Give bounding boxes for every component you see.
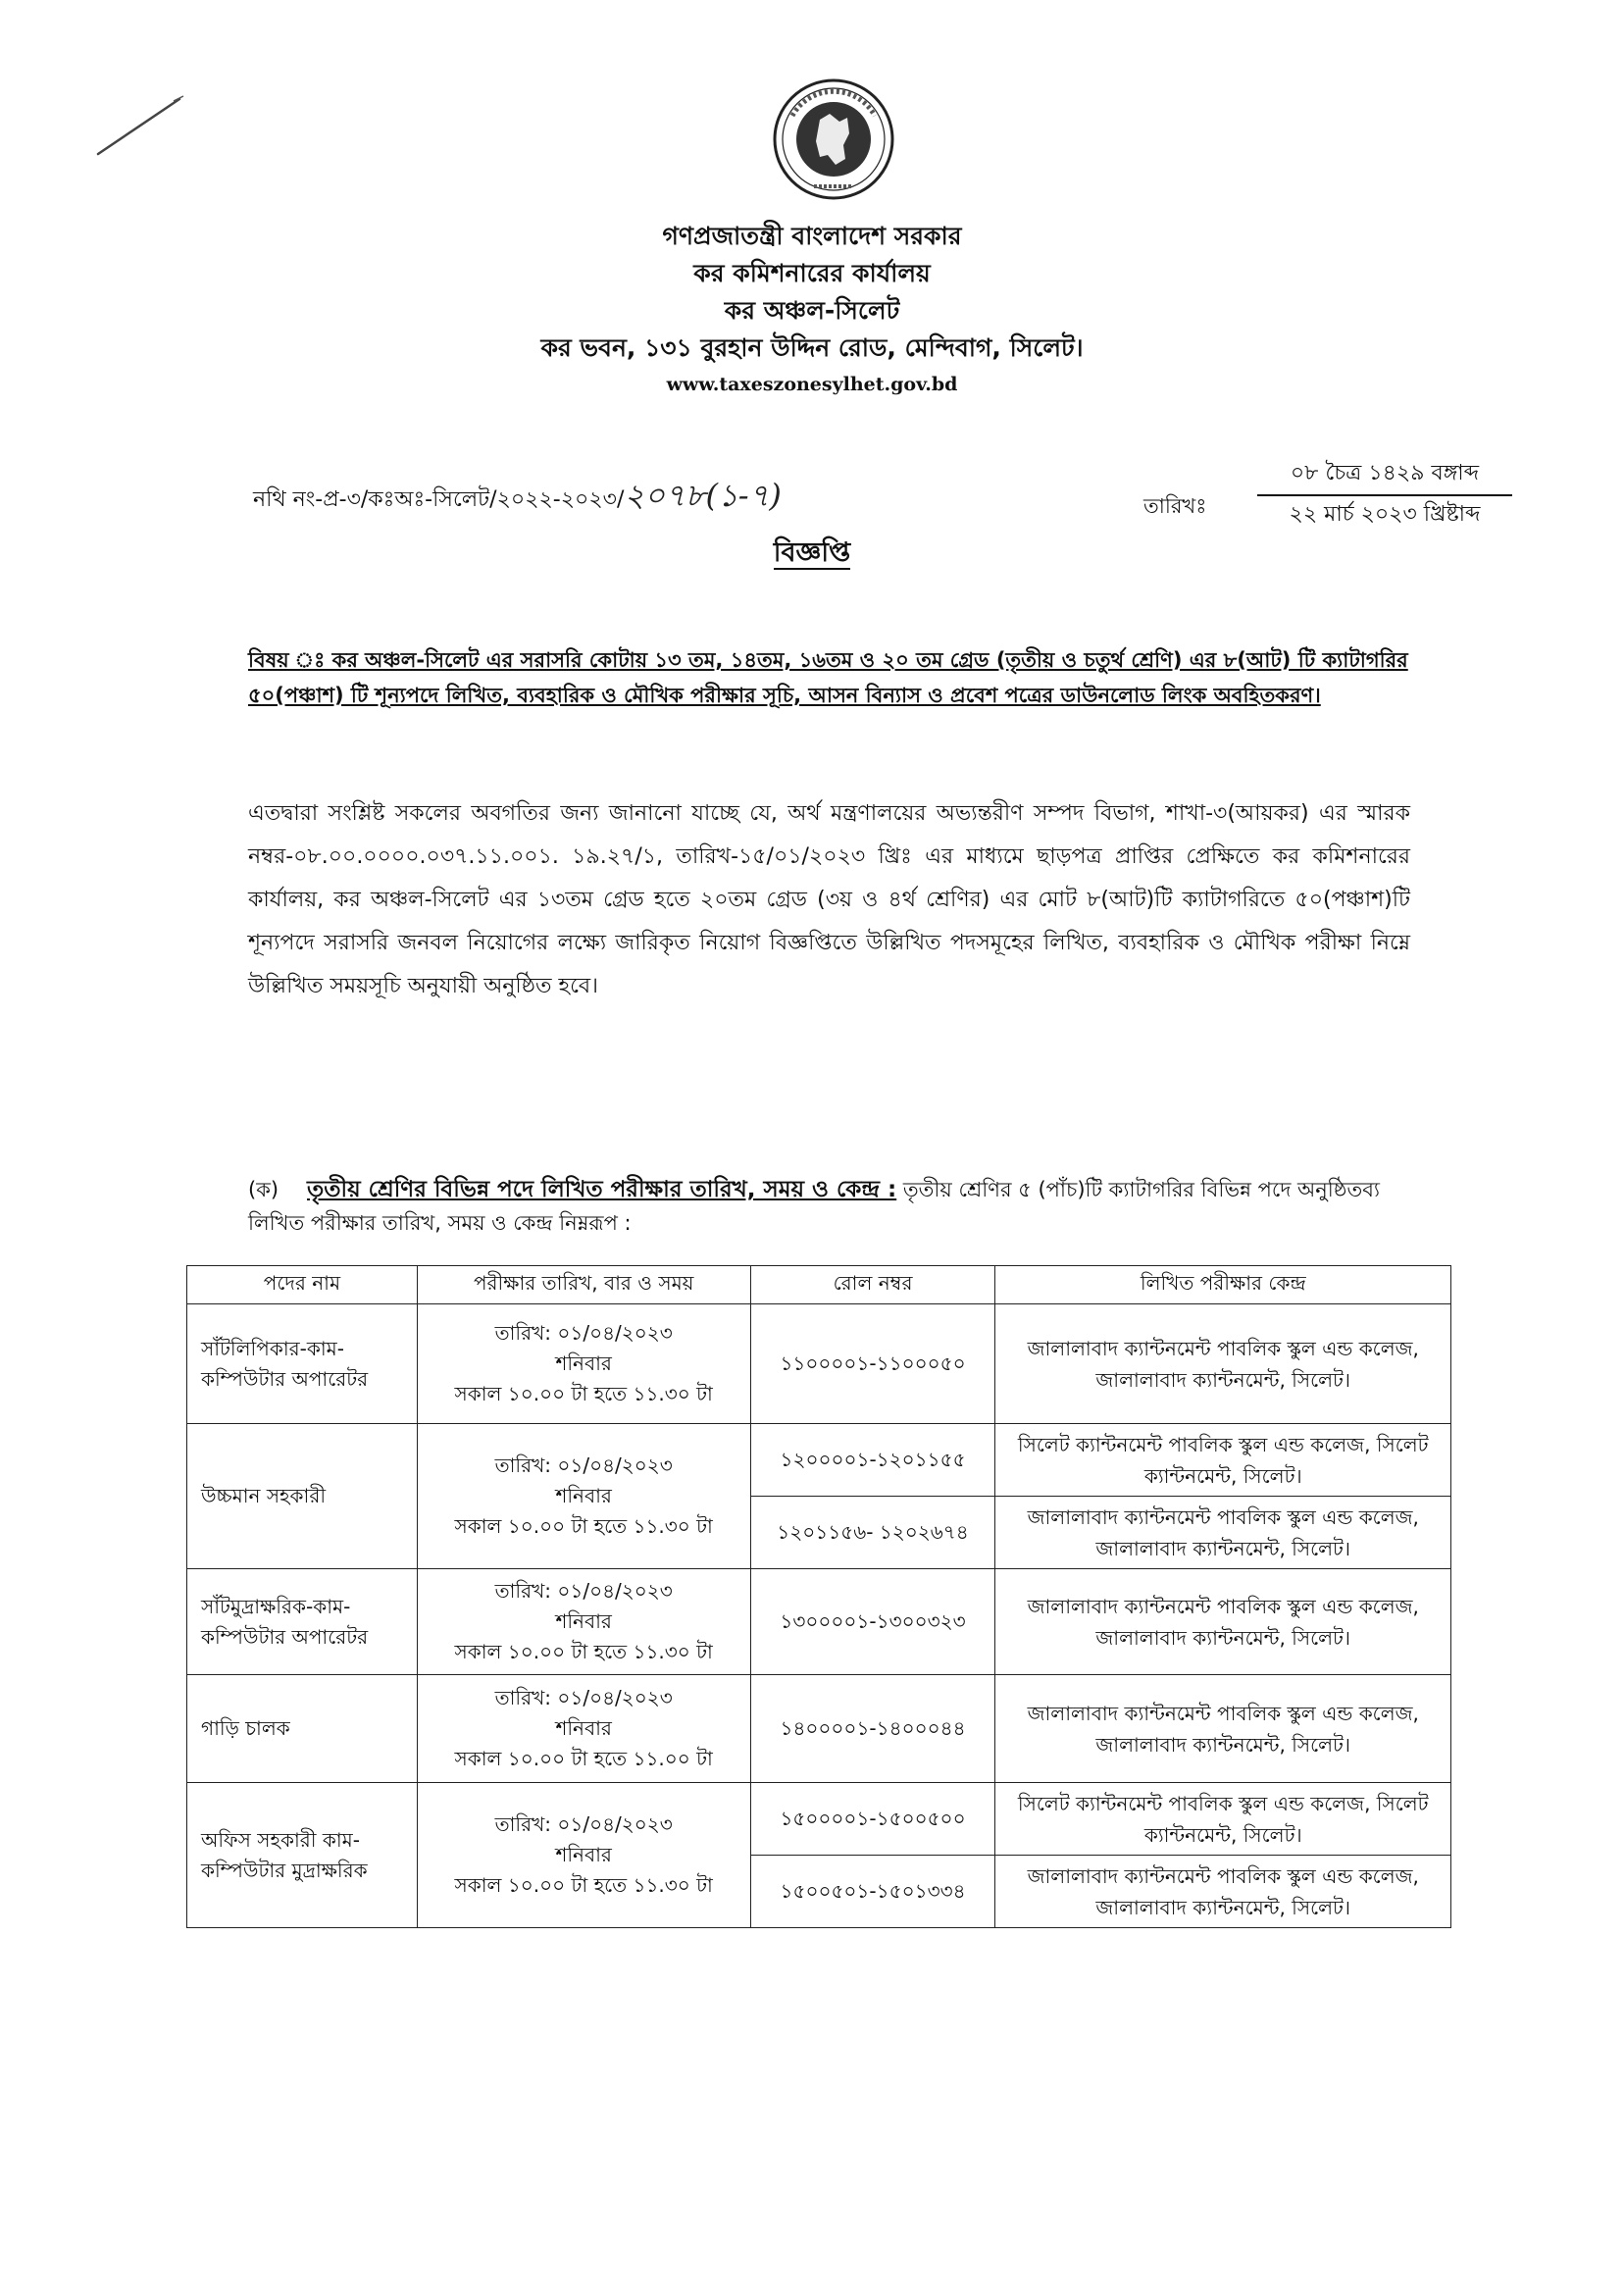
- post-name: উচ্চমান সহকারী: [187, 1424, 418, 1569]
- roll-range: ১৩০০০০১-১৩০০৩২৩: [750, 1569, 995, 1675]
- header-post: পদের নাম: [187, 1266, 418, 1304]
- roll-range: ১৫০০৫০১-১৫০১৩৩৪: [750, 1856, 995, 1928]
- post-name: অফিস সহকারী কাম-কম্পিউটার মুদ্রাক্ষরিক: [187, 1783, 418, 1928]
- exam-time: সকাল ১০.০০ টা হতে ১১.৩০ টা: [454, 1640, 713, 1663]
- table-row: [187, 1675, 1451, 1783]
- exam-datetime: [417, 1783, 750, 1928]
- section-label: (ক): [248, 1178, 279, 1201]
- exam-time: সকাল ১০.০০ টা হতে ১১.০০ টা: [454, 1747, 713, 1770]
- exam-center: জালালাবাদ ক্যান্টনমেন্ট পাবলিক স্কুল এন্ড কলেজ, জালালাবাদ ক্যান্টনমেন্ট, সিলেট।: [995, 1569, 1451, 1675]
- date-block: [1257, 457, 1512, 534]
- header-center: লিখিত পরীক্ষার কেন্দ্র: [995, 1266, 1451, 1304]
- post-name: সাঁটলিপিকার-কাম-কম্পিউটার অপারেটর: [187, 1304, 418, 1424]
- exam-time: সকাল ১০.০০ টা হতে ১১.৩০ টা: [454, 1382, 713, 1405]
- subject-line: বিষয় ঃ কর অঞ্চল-সিলেট এর সরাসরি কোটায় ১৩ তম, ১৪তম, ১৬তম ও ২০ তম গ্রেড (তৃতীয় ও চতুর্থ শ্রেণি) এর ৮(আট) টি ক্যাটাগরির ৫০(পঞ্চাশ) টি শূন্যপদে লিখিত, ব্যবহারিক ও মৌখিক পরীক্ষার সূচি, আসন বিন্যাস ও প্রবেশ পত্রের ডাউনলোড লিংক অবহিতকরণ।: [248, 648, 1408, 707]
- exam-day: শনিবার: [555, 1609, 612, 1633]
- zone-name: কর অঞ্চল-সিলেট: [724, 296, 900, 325]
- table-row: [187, 1304, 1451, 1424]
- exam-day: শনিবার: [555, 1716, 612, 1740]
- roll-range: ১১০০০০১-১১০০০৫০: [750, 1304, 995, 1424]
- exam-center: জালালাবাদ ক্যান্টনমেন্ট পাবলিক স্কুল এন্ড কলেজ, জালালাবাদ ক্যান্টনমেন্ট, সিলেট।: [995, 1497, 1451, 1569]
- exam-datetime: [417, 1675, 750, 1783]
- website-link[interactable]: www.taxeszonesylhet.gov.bd: [666, 374, 958, 395]
- notice-title: [0, 533, 1624, 577]
- body-paragraph: এতদ্বারা সংশ্লিষ্ট সকলের অবগতির জন্য জানানো যাচ্ছে যে, অর্থ মন্ত্রণালয়ের অভ্যন্তরীণ সম্পদ বিভাগ, শাখা-৩(আয়কর) এর স্মারক নম্বর-০৮.০০.০০০০.০৩৭.১১.০০১. ১৯.২৭/১, তারিখ-১৫/০১/২০২৩ খ্রিঃ এর মাধ্যমে ছাড়পত্র প্রাপ্তির প্রেক্ষিতে কর কমিশনারের কার্যালয়, কর অঞ্চল-সিলেট এর ১৩তম গ্রেড হতে ২০তম গ্রেড (৩য় ও ৪র্থ শ্রেণির) এর মোট ৮(আট)টি ক্যাটাগরিতে ৫০(পঞ্চাশ)টি শূন্যপদে সরাসরি জনবল নিয়োগের লক্ষ্যে জারিকৃত নিয়োগ বিজ্ঞপ্তিতে উল্লিখিত পদসমূহের লিখিত, ব্যবহারিক ও মৌখিক পরীক্ষা নিম্নে উল্লিখিত সময়সূচি অনুযায়ী অনুষ্ঠিত হবে।: [248, 801, 1410, 998]
- table-header-row: [187, 1266, 1451, 1304]
- exam-center: জালালাবাদ ক্যান্টনমেন্ট পাবলিক স্কুল এন্ড কলেজ, জালালাবাদ ক্যান্টনমেন্ট, সিলেট।: [995, 1304, 1451, 1424]
- notice-title-text: বিজ্ঞপ্তি: [773, 537, 851, 568]
- section-k: [248, 1173, 1415, 1240]
- exam-center: জালালাবাদ ক্যান্টনমেন্ট পাবলিক স্কুল এন্ড কলেজ, জালালাবাদ ক্যান্টনমেন্ট, সিলেট।: [995, 1856, 1451, 1928]
- exam-time: সকাল ১০.০০ টা হতে ১১.৩০ টা: [454, 1514, 713, 1538]
- roll-range: ১২০০০০১-১২০১১৫৫: [750, 1424, 995, 1497]
- exam-date: তারিখ: ০১/০৪/২০২৩: [494, 1579, 673, 1603]
- section-heading: তৃতীয় শ্রেণির বিভিন্ন পদে লিখিত পরীক্ষার তারিখ, সময় ও কেন্দ্র :: [307, 1177, 897, 1202]
- government-name: গণপ্রজাতন্ত্রী বাংলাদেশ সরকার: [662, 222, 962, 250]
- office-name: কর কমিশনারের কার্যালয়: [693, 259, 931, 287]
- post-name: গাড়ি চালক: [187, 1675, 418, 1783]
- exam-schedule-table: [186, 1265, 1451, 1928]
- reference-number: [253, 471, 782, 524]
- date-label: তারিখঃ: [1143, 494, 1207, 518]
- header-date-time: পরীক্ষার তারিখ, বার ও সময়: [417, 1266, 750, 1304]
- post-name: সাঁটমুদ্রাক্ষরিক-কাম-কম্পিউটার অপারেটর: [187, 1569, 418, 1675]
- exam-day: শনিবার: [555, 1843, 612, 1866]
- exam-date: তারিখ: ০১/০৪/২০২৩: [494, 1453, 673, 1477]
- exam-date: তারিখ: ০১/০৪/২০২৩: [494, 1812, 673, 1836]
- exam-time: সকাল ১০.০০ টা হতে ১১.৩০ টা: [454, 1873, 713, 1897]
- exam-datetime: [417, 1424, 750, 1569]
- office-address: কর ভবন, ১৩১ বুরহান উদ্দিন রোড, মেন্দিবাগ, সিলেট।: [540, 333, 1084, 362]
- table-row: [187, 1424, 1451, 1497]
- exam-datetime: [417, 1304, 750, 1424]
- header-roll: রোল নম্বর: [750, 1266, 995, 1304]
- exam-center: জালালাবাদ ক্যান্টনমেন্ট পাবলিক স্কুল এন্ড কলেজ, জালালাবাদ ক্যান্টনমেন্ট, সিলেট।: [995, 1675, 1451, 1783]
- table-row: [187, 1783, 1451, 1856]
- pen-mark: [93, 93, 191, 162]
- roll-range: ১৪০০০০১-১৪০০০৪৪: [750, 1675, 995, 1783]
- handwritten-reference: ২০৭৮(১-৭): [624, 477, 782, 514]
- exam-date: তারিখ: ০১/০৪/২০২৩: [494, 1686, 673, 1709]
- roll-range: ১২০১১৫৬- ১২০২৬৭৪: [750, 1497, 995, 1569]
- letterhead: [0, 218, 1624, 402]
- section-text: তৃতীয় শ্রেণির ৫ (পাঁচ)টি ক্যাটাগরির বিভিন্ন পদে অনুষ্ঠিতব্য লিখিত পরীক্ষার তারিখ, সময় ও কেন্দ্র নিম্নরূপ :: [248, 1178, 1380, 1235]
- roll-range: ১৫০০০০১-১৫০০৫০০: [750, 1783, 995, 1856]
- exam-center: সিলেট ক্যান্টনমেন্ট পাবলিক স্কুল এন্ড কলেজ, সিলেট ক্যান্টনমেন্ট, সিলেট।: [995, 1424, 1451, 1497]
- table-row: [187, 1569, 1451, 1675]
- exam-datetime: [417, 1569, 750, 1675]
- reference-text: নথি নং-প্র-৩/কঃঅঃ-সিলেট/২০২২-২০২৩/: [253, 487, 625, 512]
- date-bangla: ০৮ চৈত্র ১৪২৯ বঙ্গাব্দ: [1257, 457, 1512, 496]
- exam-day: শনিবার: [555, 1484, 612, 1507]
- exam-day: শনিবার: [555, 1351, 612, 1375]
- date-english: ২২ মার্চ ২০২৩ খ্রিষ্টাব্দ: [1289, 502, 1481, 527]
- exam-center: সিলেট ক্যান্টনমেন্ট পাবলিক স্কুল এন্ড কলেজ, সিলেট ক্যান্টনমেন্ট, সিলেট।: [995, 1783, 1451, 1856]
- exam-date: তারিখ: ০১/০৪/২০২৩: [494, 1321, 673, 1345]
- government-seal-icon: [771, 76, 896, 202]
